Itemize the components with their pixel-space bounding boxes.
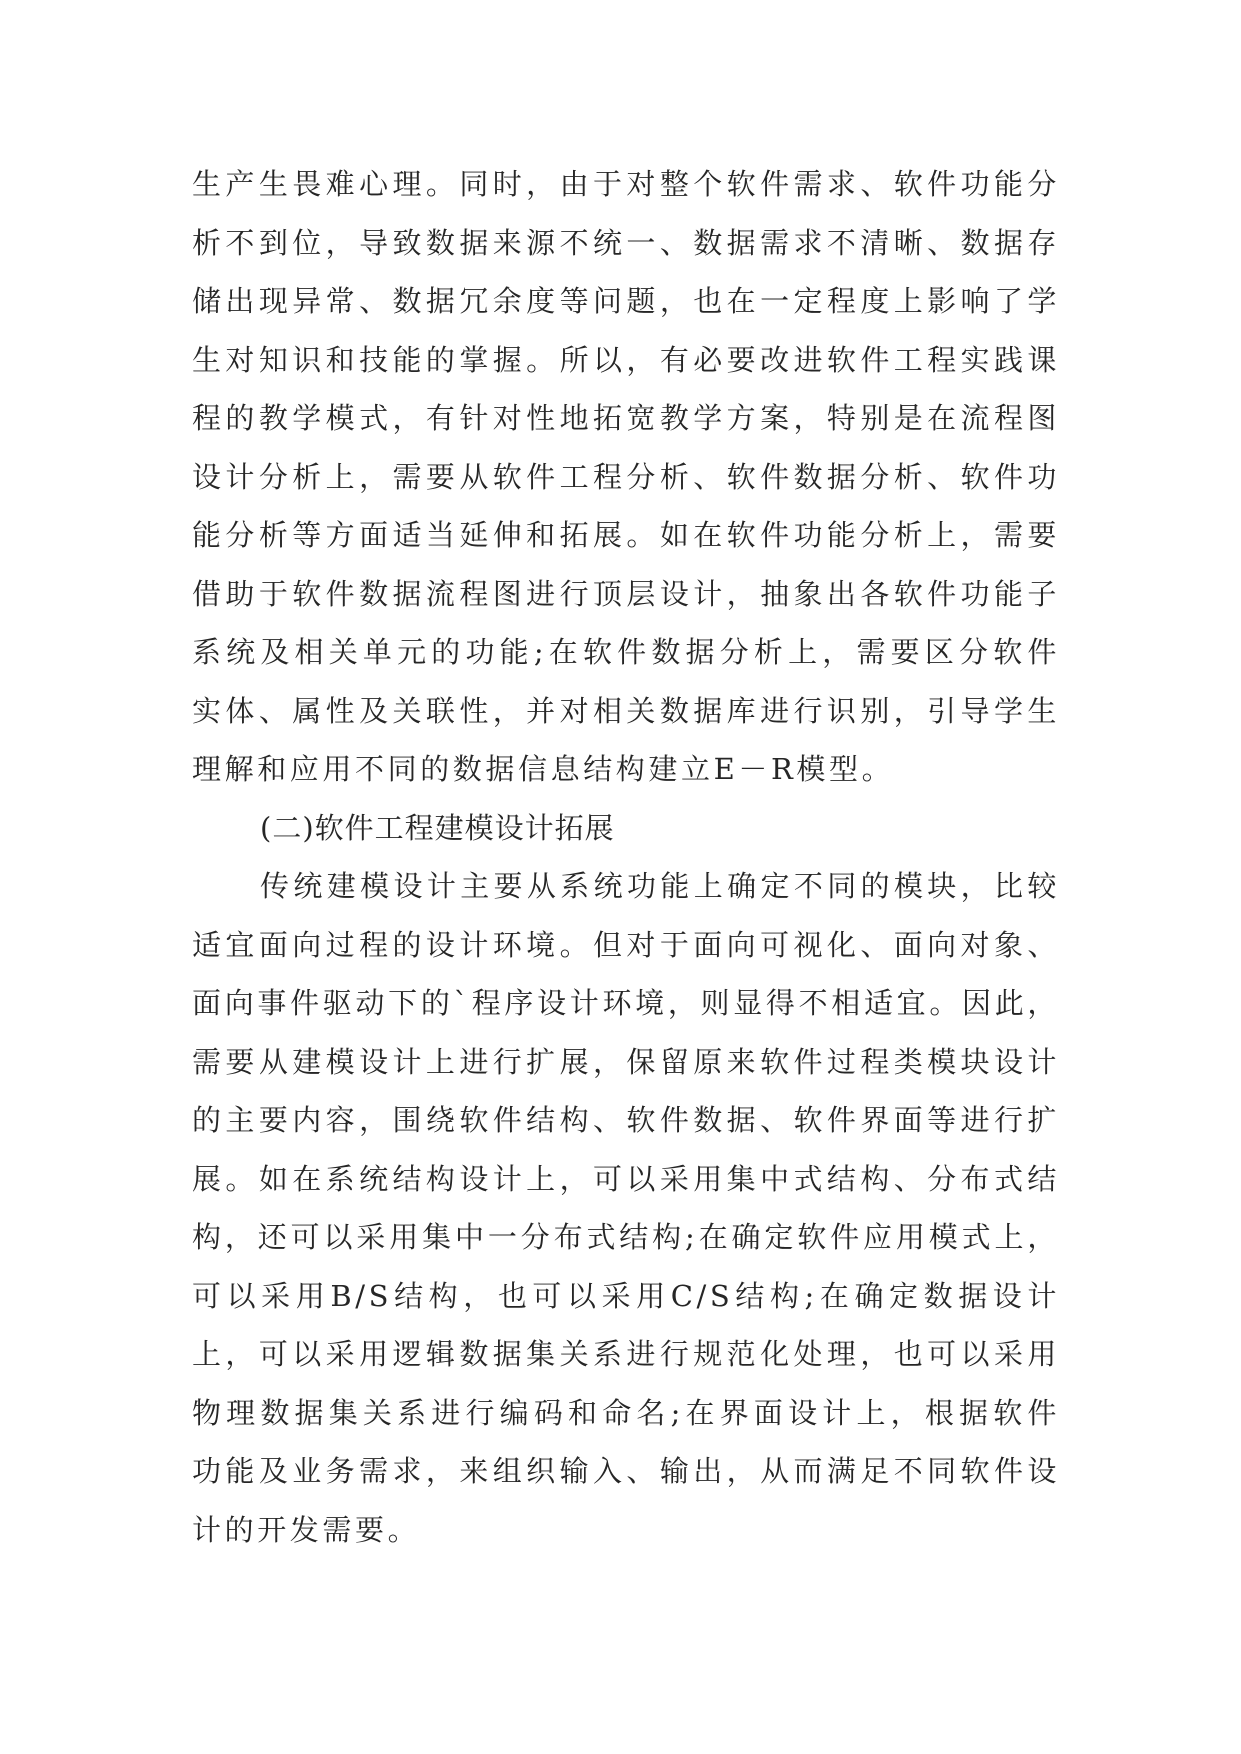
text-line: 借助于软件数据流程图进行顶层设计，抽象出各软件功能子 xyxy=(192,576,1060,611)
text-line: 物理数据集关系进行编码和命名;在界面设计上，根据软件 xyxy=(192,1395,1060,1430)
text-line: 计的开发需要。 xyxy=(192,1512,421,1547)
body-text xyxy=(192,155,1060,1559)
text-line: 需要从建模设计上进行扩展，保留原来软件过程类模块设计 xyxy=(192,1044,1060,1079)
text-line: 析不到位，导致数据来源不统一、数据需求不清晰、数据存 xyxy=(192,225,1060,260)
text-line: 能分析等方面适当延伸和拓展。如在软件功能分析上，需要 xyxy=(192,518,1060,552)
text-line: 程的教学模式，有针对性地拓宽教学方案，特别是在流程图 xyxy=(192,401,1060,435)
section-heading: (二)软件工程建模设计拓展 xyxy=(260,810,615,845)
text-line: 构，还可以采用集中一分布式结构;在确定软件应用模式上， xyxy=(192,1220,1060,1254)
text-line: 展。如在系统结构设计上，可以采用集中式结构、分布式结 xyxy=(192,1161,1060,1196)
text-line: 适宜面向过程的设计环境。但对于面向可视化、面向对象、 xyxy=(192,927,1060,962)
text-line: 理解和应用不同的数据信息结构建立E－R模型。 xyxy=(192,752,895,786)
text-line: 功能及业务需求，来组织输入、输出，从而满足不同软件设 xyxy=(192,1454,1060,1488)
text-line: 系统及相关单元的功能;在软件数据分析上，需要区分软件 xyxy=(192,635,1060,669)
text-line: 上，可以采用逻辑数据集关系进行规范化处理，也可以采用 xyxy=(192,1337,1060,1371)
text-line: 生产生畏难心理。同时，由于对整个软件需求、软件功能分 xyxy=(192,167,1060,201)
text-line: 实体、属性及关联性，并对相关数据库进行识别，引导学生 xyxy=(192,693,1060,728)
text-line: 储出现异常、数据冗余度等问题，也在一定程度上影响了学 xyxy=(192,284,1060,318)
text-line: 的主要内容，围绕软件结构、软件数据、软件界面等进行扩 xyxy=(192,1103,1060,1137)
text-line: 设计分析上，需要从软件工程分析、软件数据分析、软件功 xyxy=(192,459,1060,494)
text-line: 面向事件驱动下的`程序设计环境，则显得不相适宜。因此， xyxy=(192,986,1060,1020)
text-line: 传统建模设计主要从系统功能上确定不同的模块，比较 xyxy=(260,869,1060,903)
text-line: 可以采用B/S结构，也可以采用C/S结构;在确定数据设计 xyxy=(192,1278,1060,1313)
text-line: 生对知识和技能的掌握。所以，有必要改进软件工程实践课 xyxy=(192,342,1060,377)
